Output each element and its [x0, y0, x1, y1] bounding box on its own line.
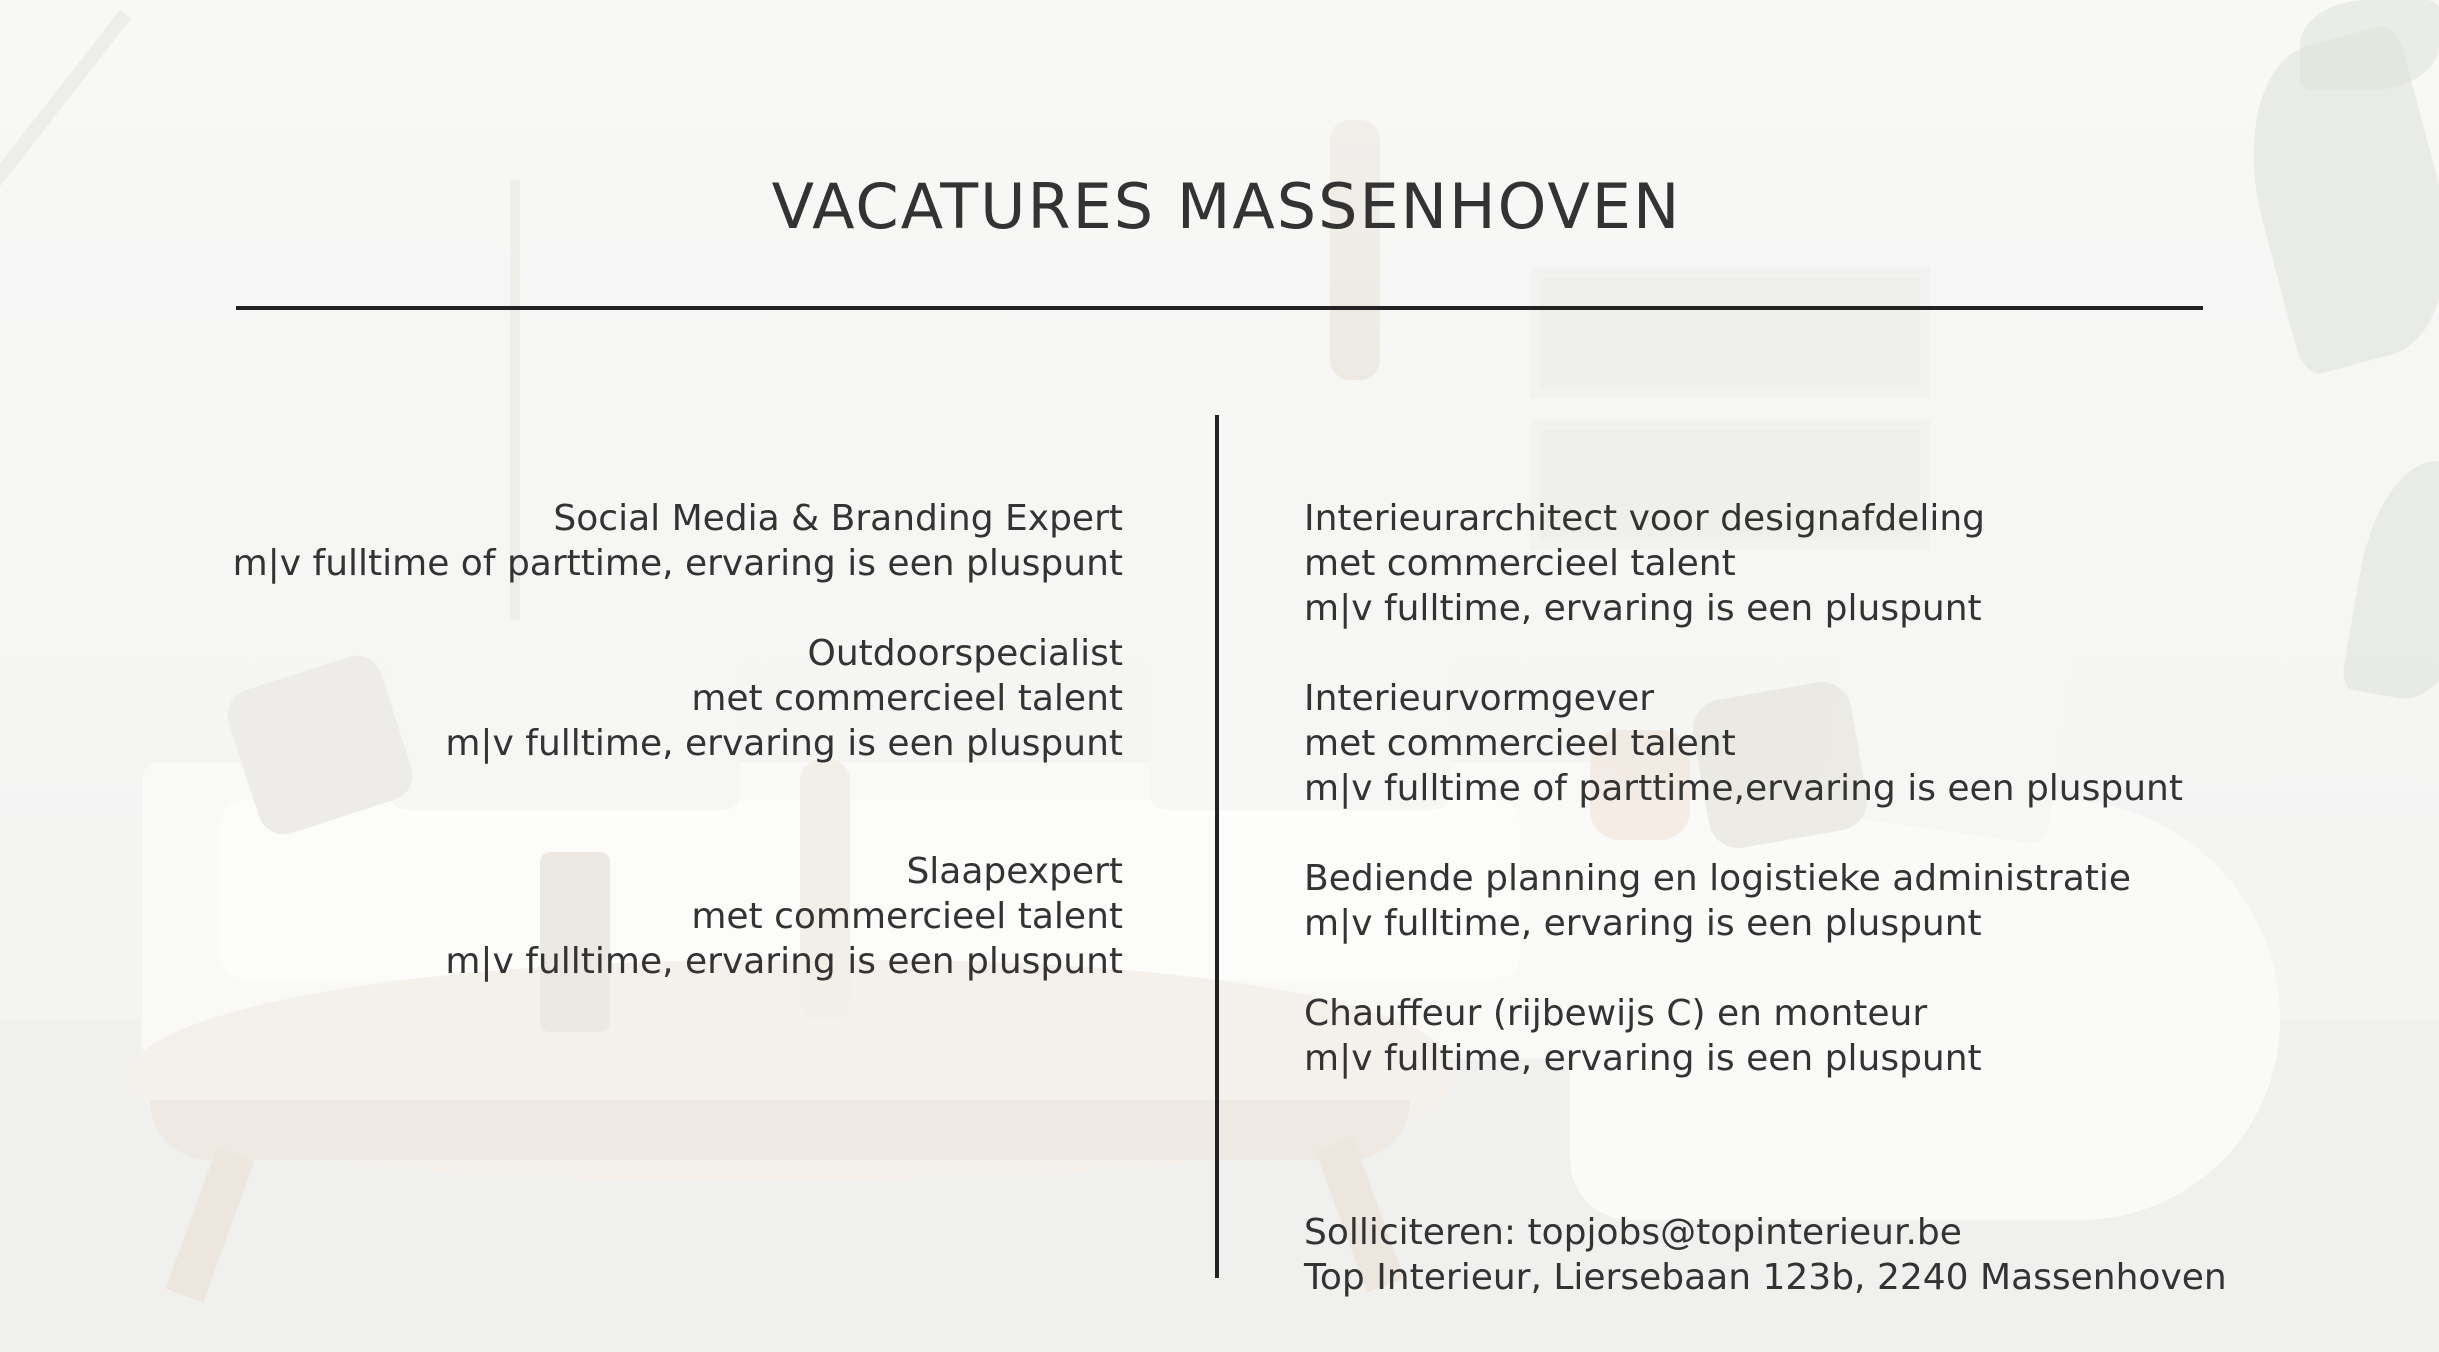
job-listing [1304, 496, 2404, 631]
job-listing [113, 496, 1123, 586]
job-title: Social Media & Branding Expert [553, 498, 1123, 539]
job-terms: m|v fulltime, ervaring is een pluspunt [1304, 1038, 1982, 1079]
job-listing [1304, 856, 2404, 946]
job-title: Interieurvormgever [1304, 678, 1655, 719]
page-title: VACATURES MASSENHOVEN [771, 170, 1682, 243]
job-terms: m|v fulltime, ervaring is een pluspunt [445, 941, 1123, 982]
job-listing [1304, 991, 2404, 1081]
left-job-list [113, 496, 1123, 984]
job-listing [1304, 676, 2404, 811]
apply-email-line[interactable]: Solliciteren: topjobs@topinterieur.be [1304, 1212, 1962, 1253]
company-address: Top Interieur, Liersebaan 123b, 2240 Massenhoven [1304, 1257, 2227, 1298]
job-terms: m|v fulltime, ervaring is een pluspunt [1304, 903, 1982, 944]
column-divider [1215, 415, 1219, 1278]
title-divider [236, 306, 2203, 310]
job-title: Bediende planning en logistieke administratie [1304, 858, 2132, 899]
job-terms: m|v fulltime of parttime,ervaring is een pluspunt [1304, 768, 2183, 809]
job-subtitle: met commercieel talent [1304, 543, 1736, 584]
job-subtitle: met commercieel talent [1304, 723, 1736, 764]
job-terms: m|v fulltime, ervaring is een pluspunt [445, 723, 1123, 764]
job-listing [113, 631, 1123, 766]
job-terms: m|v fulltime, ervaring is een pluspunt [1304, 588, 1982, 629]
job-title: Slaapexpert [906, 851, 1123, 892]
contact-info [1304, 1210, 2227, 1300]
job-subtitle: met commercieel talent [691, 678, 1123, 719]
job-subtitle: met commercieel talent [691, 896, 1123, 937]
job-listing [113, 849, 1123, 984]
job-terms: m|v fulltime of parttime, ervaring is een pluspunt [232, 543, 1123, 584]
job-title: Chauffeur (rijbewijs C) en monteur [1304, 993, 1928, 1034]
right-job-list [1304, 496, 2404, 1081]
job-title: Interieurarchitect voor designafdeling [1304, 498, 1985, 539]
job-title: Outdoorspecialist [807, 633, 1123, 674]
